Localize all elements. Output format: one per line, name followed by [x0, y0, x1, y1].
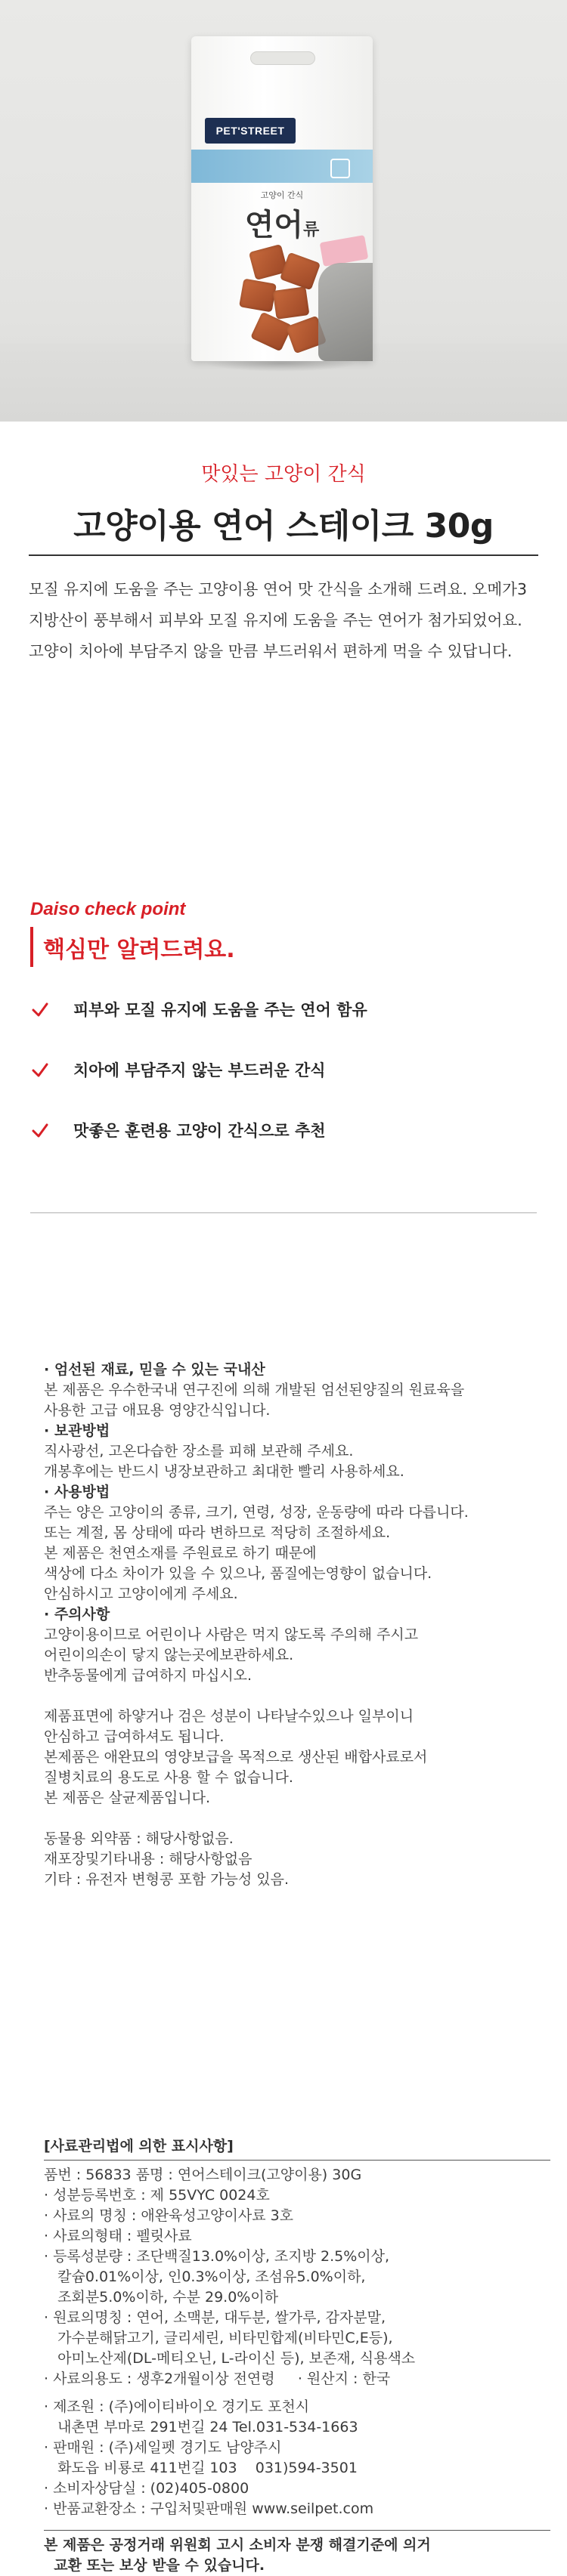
label-text-line: 제품표면에 하얗거나 검은 성분이 나타날수있으나 일부이니 [44, 1708, 414, 1725]
registration-rule [44, 2160, 550, 2161]
label-text-line: 동물용 외약품 : 해당사항없음. [44, 1830, 234, 1847]
package-band-icon [330, 159, 350, 178]
registration-line: 내촌면 부마로 291번길 24 Tel.031-534-1663 [44, 2419, 358, 2435]
product-intro: 모질 유지에 도움을 주는 고양이용 연어 맛 간식을 소개해 드려요. 오메가3 지방산이 풍부해서 피부와 모질 유지에 도움을 주는 연어가 첨가되었어요. 고양이 치아에 부담주지 않을 만큼 부드러워서 편하게 먹을 수 있답니다. [29, 580, 528, 660]
registration-spacer [44, 2519, 550, 2527]
product-title: 고양이용 연어 스테이크 30g [73, 507, 494, 545]
registration-heading: 본 제품은 공정거래 위원회 고시 소비자 분쟁 해결기준에 의거 [44, 2537, 431, 2553]
label-text-line: 본 제품은 천연소재를 주원료로 하기 때문에 [44, 1545, 317, 1561]
registration-line: 화도읍 비룡로 411번길 103 031)594-3501 [44, 2460, 358, 2476]
checkpoint-list [30, 996, 367, 1177]
checkpoint-item [30, 1117, 367, 1145]
label-text-line: 본 제품은 우수한국내 연구진에 의해 개발된 엄선된양질의 원료육을 [44, 1382, 465, 1398]
package-cat-image [318, 263, 373, 361]
registration-line: · 사료의용도 : 생후2개월이상 전연령 · 원산지 : 한국 [44, 2371, 391, 2387]
package-brand-logo: PET'STREET [205, 118, 296, 144]
label-section-heading: · 사용방법 [44, 1484, 110, 1500]
checkpoint-accent-bar [30, 927, 33, 967]
checkpoint-item-text: 피부와 모질 유지에 도움을 주는 연어 함유 [73, 1001, 367, 1019]
label-text-line: 본제품은 애완묘의 영양보급을 목적으로 생산된 배합사료로서 [44, 1749, 428, 1765]
label-section-heading: · 엄선된 재료, 믿을 수 있는 국내산 [44, 1361, 265, 1378]
package-hanger-hole [250, 51, 315, 65]
registration-spacer [44, 2389, 550, 2397]
label-section-heading: · 주의사항 [44, 1606, 110, 1623]
registration-line: 조회분5.0%이하, 수분 29.0%이하 [44, 2289, 279, 2306]
registration-line: · 사료의형태 : 펠릿사료 [44, 2228, 192, 2244]
feed-registration-info [44, 2136, 550, 2576]
label-text-line: 반추동물에게 급여하지 마십시오. [44, 1667, 253, 1684]
registration-line: · 반품교환장소 : 구입처및판매원 www.seilpet.com [44, 2500, 374, 2517]
registration-line: 칼슘0.01%이상, 인0.3%이상, 조섬유5.0%이하, [44, 2269, 366, 2285]
registration-heading: [사료관리법에 의한 표시사항] [44, 2138, 234, 2154]
package-product-name-main: 연어 [244, 208, 303, 242]
checkpoint-item-text: 맛좋은 훈련용 고양이 간식으로 추천 [73, 1122, 326, 1140]
registration-line: 품번 : 56833 품명 : 연어스테이크(고양이용) 30G [44, 2167, 362, 2183]
package-label-text [44, 1360, 543, 1890]
label-text-line: 색상에 다소 차이가 있을 수 있으나, 품질에는영향이 없습니다. [44, 1565, 432, 1582]
check-icon [32, 1062, 48, 1079]
label-spacer [44, 1686, 543, 1707]
registration-line: 가수분해닭고기, 글리세린, 비타민합제(비타민C,E등), [44, 2330, 393, 2346]
label-text-line: 어린이의손이 닿지 않는곳에보관하세요. [44, 1647, 294, 1663]
registration-line: · 소비자상담실 : (02)405-0800 [44, 2480, 249, 2497]
label-text-line: 안심하시고 고양이에게 주세요. [44, 1586, 238, 1602]
label-text-line: 사용한 고급 애묘용 영양간식입니다. [44, 1402, 271, 1419]
checkpoint-heading: 핵심만 알려드려요. [43, 937, 235, 963]
checkpoint-brand: Daiso check point [30, 899, 186, 919]
label-text-line: 질병치료의 용도로 사용 할 수 없습니다. [44, 1769, 293, 1786]
registration-line: · 판매원 : (주)세일펫 경기도 남양주시 [44, 2439, 282, 2456]
registration-line: · 제조원 : (주)에이티바이오 경기도 포천시 [44, 2398, 310, 2415]
label-text-line: 안심하고 급여하셔도 됩니다. [44, 1728, 225, 1745]
product-subtitle: 맛있는 고양이 간식 [201, 463, 366, 486]
label-text-line: 직사광선, 고온다습한 장소를 피해 보관해 주세요. [44, 1443, 354, 1459]
registration-line: · 원료의명칭 : 연어, 소맥분, 대두분, 쌀가루, 감자분말, [44, 2309, 386, 2326]
registration-line: · 등록성분량 : 조단백질13.0%이상, 조지방 2.5%이상, [44, 2248, 390, 2265]
label-spacer [44, 1808, 543, 1829]
salmon-jerky-image [238, 248, 327, 354]
title-divider [29, 554, 538, 556]
checkpoint-item-text: 치아에 부담주지 않는 부드러운 간식 [73, 1061, 326, 1080]
check-icon [32, 1123, 48, 1139]
registration-rule [44, 2530, 550, 2531]
package-product-name-suffix: 류 [303, 221, 320, 239]
label-text-line: 또는 계절, 몸 상태에 따라 변하므로 적당히 조절하세요. [44, 1524, 391, 1541]
label-section-heading: · 보관방법 [44, 1422, 110, 1439]
label-text-line: 개봉후에는 반드시 냉장보관하고 최대한 빨리 사용하세요. [44, 1463, 404, 1480]
check-icon [32, 1002, 48, 1018]
checkpoint-item [30, 1056, 367, 1085]
registration-line: 아미노산제(DL-메티오닌, L-라이신 등), 보존재, 식용색소 [44, 2350, 416, 2367]
registration-line: · 사료의 명칭 : 애완육성고양이사료 3호 [44, 2207, 294, 2224]
product-photo [0, 0, 567, 422]
label-text-line: 기타 : 유전자 변형콩 포함 가능성 있음. [44, 1871, 289, 1888]
checkpoint-divider [30, 1212, 537, 1213]
label-text-line: 재포장및기타내용 : 해당사항없음 [44, 1851, 253, 1867]
checkpoint-item [30, 996, 367, 1024]
product-package [191, 36, 373, 361]
package-small-label: 고양이 간식 [260, 190, 304, 200]
registration-heading: 교환 또는 보상 받을 수 있습니다. [44, 2557, 265, 2574]
label-text-line: 고양이용이므로 어린이나 사람은 먹지 않도록 주의해 주시고 [44, 1626, 419, 1643]
registration-line: · 성분등록번호 : 제 55VYC 0024호 [44, 2187, 270, 2204]
label-text-line: 주는 양은 고양이의 종류, 크기, 연령, 성장, 운동량에 따라 다릅니다. [44, 1504, 469, 1521]
label-text-line: 본 제품은 살균제품입니다. [44, 1790, 211, 1806]
